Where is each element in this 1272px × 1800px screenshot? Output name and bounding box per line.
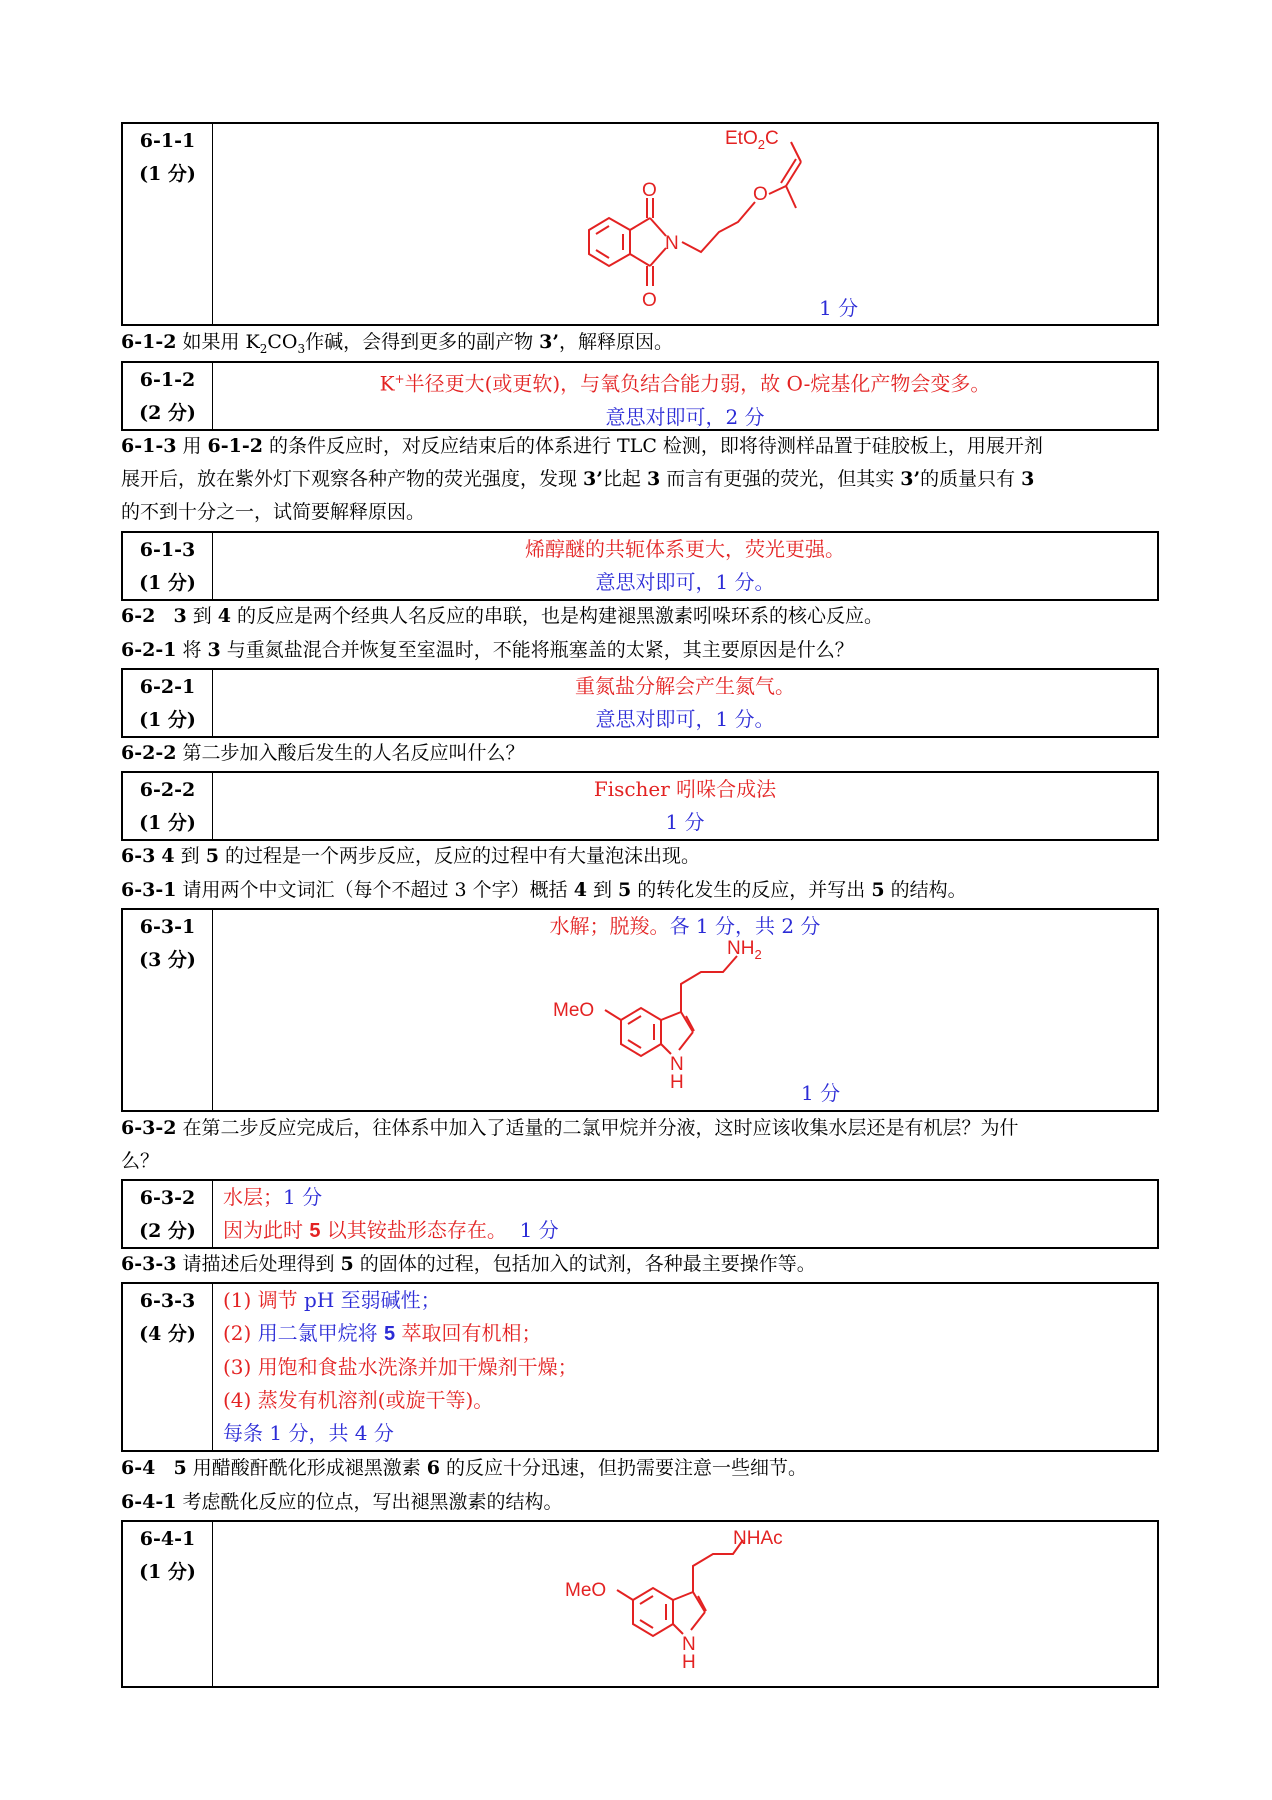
label-points: (1 分) (139, 572, 196, 594)
question-6-1-3: 6-1-3 用 6-1-2 的条件反应时，对反应结束后的体系进行 TLC 检测，即将待测样品置于硅胶板上，用展开剂 展开后，放在紫外灯下观察各种产物的荧光强度，发现 3’比起 3 而言有更强的荧光，但其实 3’的质量只有 3 的不到十分之一，试简要解释原因。 (121, 435, 1043, 523)
label-points: (1 分) (139, 812, 196, 834)
atom-n: N (670, 1054, 684, 1075)
answer-text: 水解；脱羧。各 1 分，共 2 分 (549, 914, 821, 938)
atom-h: H (670, 1072, 684, 1093)
question-id: 6-2-2 (121, 742, 177, 764)
answer-area: (1) 调节 pH 至弱碱性； (2) 用二氯甲烷将 5 萃取回有机相； (3) 用饱和食盐水洗涤并加干燥剂干燥； (4) 蒸发有机溶剂(或旋干等)。 每条 1 分，共 4 分 (223, 1288, 578, 1445)
question-6-2-2: 6-2-2 第二步加入酸后发生的人名反应叫什么？ (121, 742, 525, 764)
question-id: 6-3-1 (121, 879, 177, 901)
atom-n: N (665, 233, 679, 254)
answer-box-6-3-3 (121, 1282, 1159, 1452)
label-id: 6-1-1 (139, 130, 196, 152)
score-note: 意思对即可，1 分。 (595, 570, 775, 594)
methoxy-label: MeO (553, 1000, 595, 1021)
question-6-3-2: 6-3-2 在第二步反应完成后，往体系中加入了适量的二氯甲烷并分液，这时应该收集水层还是有机层？为什 么？ (121, 1117, 1019, 1172)
question-6-3-1: 6-3-1 请用两个中文词汇（每个不超过 3 个字）概括 4 到 5 的转化发生的反应，并写出 5 的结构。 (121, 879, 967, 901)
answer-box-6-1-1 (121, 122, 1159, 326)
question-6-3: 6-3 4 到 5 的过程是一个两步反应，反应的过程中有大量泡沫出现。 (121, 845, 700, 867)
amine-label: $NH_2$ (727, 938, 762, 962)
label-points: (2 分) (139, 1220, 196, 1242)
atom-o: O (753, 184, 768, 205)
score-note: 意思对即可，2 分 (605, 404, 765, 429)
answer-box-6-1-2 (121, 361, 1159, 431)
box-label (123, 773, 213, 839)
answer-area (213, 773, 1157, 839)
label-id: 6-3-3 (139, 1290, 196, 1312)
question-6-2: 6-2 3 到 4 的反应是两个经典人名反应的串联，也是构建褪黑激素吲哚环系的核心反应。 (121, 605, 884, 627)
label-id: 6-4-1 (139, 1528, 196, 1550)
atom-o1: O (642, 180, 657, 201)
answer-text: K+半径更大(或更软)，与氧负结合能力弱，故 O-烷基化产物会变多。 (379, 371, 991, 396)
answer-box-6-3-1 (121, 908, 1159, 1112)
answer-area (213, 533, 1157, 599)
atom-h: H (682, 1652, 696, 1673)
question-6-4: 6-4 5 用醋酸酐酰化形成褪黑激素 6 的反应十分迅速，但扔需要注意一些细节。 (121, 1457, 808, 1479)
question-id: 6-1-2 (121, 331, 177, 353)
question-id: 6-2 (121, 605, 156, 627)
acetamide-label: NHAc (733, 1528, 783, 1549)
structure-5-methoxytryptamine (213, 910, 1157, 1110)
box-label (123, 1522, 213, 1686)
answer-area: 水层；1 分 因为此时 5 以其铵盐形态存在。 1 分 (223, 1185, 559, 1242)
question-id: 6-3-2 (121, 1117, 177, 1139)
box-label (123, 670, 213, 736)
score-note: 1 分 (665, 810, 705, 834)
question-6-2-1: 6-2-1 将 3 与重氮盐混合并恢复至室温时，不能将瓶塞盖的太紧，其主要原因是什么？ (121, 639, 854, 661)
box-label (123, 124, 213, 324)
answer-text: Fischer 吲哚合成法 (593, 777, 777, 801)
question-id: 6-4 (121, 1457, 156, 1479)
question-id: 6-3 (121, 845, 156, 867)
label-points: (1 分) (139, 709, 196, 731)
methoxy-label: MeO (565, 1580, 607, 1601)
answer-box-6-4-1 (121, 1520, 1159, 1688)
label-id: 6-1-3 (139, 539, 196, 561)
label-points: (3 分) (139, 949, 196, 971)
question-6-1-2: 6-1-2 如果用 $K_2CO_3$作碱，会得到更多的副产物 3’，解释原因。 (121, 331, 674, 356)
score-note: 1 分 (801, 1081, 841, 1105)
answer-area (213, 670, 1157, 736)
label-points: (1 分) (139, 1561, 196, 1583)
answer-area (213, 1522, 1157, 1686)
atom-o2: O (642, 290, 657, 311)
label-points: (1 分) (139, 163, 196, 185)
answer-box-6-1-3 (121, 531, 1159, 601)
label-id: 6-3-1 (139, 916, 196, 938)
structure-melatonin (213, 1522, 1157, 1686)
answer-text: 重氮盐分解会产生氮气。 (575, 674, 795, 698)
label-id: 6-3-2 (139, 1187, 196, 1209)
atom-n: N (682, 1634, 696, 1655)
structure-phthalimide-enol-ether (213, 124, 1157, 324)
question-6-4-1: 6-4-1 考虑酰化反应的位点，写出褪黑激素的结构。 (121, 1491, 563, 1513)
label-id: 6-2-1 (139, 676, 196, 698)
answer-box-6-2-2 (121, 771, 1159, 841)
answer-text: 烯醇醚的共轭体系更大，荧光更强。 (525, 537, 845, 561)
question-id: 6-4-1 (121, 1491, 177, 1513)
answer-box-6-2-1 (121, 668, 1159, 738)
box-label (123, 363, 213, 429)
box-label (123, 1181, 213, 1247)
question-6-3-3: 6-3-3 请描述后处理得到 5 的固体的过程，包括加入的试剂，各种最主要操作等。 (121, 1253, 816, 1275)
question-id: 6-3-3 (121, 1253, 177, 1275)
box-label (123, 910, 213, 1110)
answer-box-6-3-2 (121, 1179, 1159, 1249)
label-points: (4 分) (139, 1323, 196, 1345)
score-note: 1 分 (819, 296, 859, 320)
box-label (123, 1284, 213, 1450)
label-id: 6-2-2 (139, 779, 196, 801)
box-label (123, 533, 213, 599)
question-id: 6-1-3 (121, 435, 177, 457)
score-note: 意思对即可，1 分。 (595, 707, 775, 731)
answer-area (213, 910, 1157, 1110)
label-id: 6-1-2 (139, 369, 196, 391)
ester-group: EtO$_2$C (725, 128, 779, 152)
question-id: 6-2-1 (121, 639, 177, 661)
label-points: (2 分) (139, 402, 196, 424)
answer-area (213, 124, 1157, 324)
answer-area (213, 363, 1157, 429)
